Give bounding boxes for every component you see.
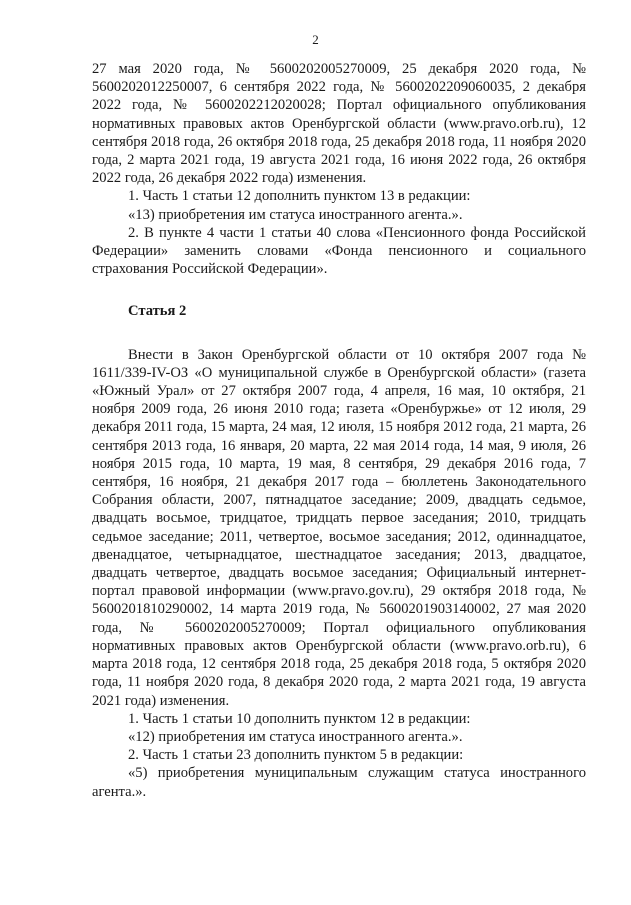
- document-body: [92, 60, 586, 801]
- page-number: 2: [312, 32, 319, 47]
- paragraph-item-1-text: «13) приобретения им статуса иностранного агента.».: [128, 206, 463, 223]
- paragraph-item-1: 1. Часть 1 статьи 12 дополнить пунктом 13 в редакции:: [128, 188, 471, 205]
- paragraph-article-2-item-2-text: «5) приобретения муниципальным служащим статуса иностранного агента.».: [92, 765, 586, 800]
- paragraph-article-2-item-1: 1. Часть 1 статьи 10 дополнить пунктом 12 в редакции:: [128, 710, 471, 727]
- paragraph-amendment-sources-continued: 27 мая 2020 года, № 5600202005270009, 25 декабря 2020 года, № 5600202012250007, 6 сентября 2022 года, № 5600202209060035, 2 декабря 2022 года, № 5600202212020028; Портал официального опубликования нормативных правовых актов Оренбургской области (www.pravo.orb.ru), 12 сентября 2018 года, 26 октября 2018 года, 25 декабря 2018 года, 11 ноября 2020 года, 2 марта 2021 года, 19 августа 2021 года, 16 июня 2022 года, 26 октября 2022 года, 26 декабря 2022 года) изменения.: [92, 61, 586, 187]
- article-heading: Статья 2: [128, 303, 187, 320]
- paragraph-article-2-intro: Внести в Закон Оренбургской области от 10 октября 2007 года № 1611/339-IV-ОЗ «О муниципальной службе в Оренбургской области» (газета «Южный Урал» от 27 октября 2007 года, 4 апреля, 16 мая, 10 октября, 21 ноября 2009 года, 26 июня 2010 года; газета «Оренбуржье» от 12 июля, 29 декабря 2011 года, 15 марта, 24 мая, 12 июля, 15 ноября 2012 года, 21 марта, 26 сентября 2013 года, 16 января, 20 марта, 22 мая 2014 года, 14 мая, 9 июля, 26 ноября 2015 года, 10 марта, 19 мая, 8 сентября, 29 декабря 2016 года, 7 сентября, 16 ноября, 21 декабря 2017 года – бюллетень Законодательного Собрания области, 2007, пятнадцатое заседание; 2009, двадцать седьмое, двадцать восьмое, тридцатое, тридцать первое заседания; 2010, тридцать седьмое заседание; 2011, четвертое, восьмое заседания; 2012, одиннадцатое, двенадцатое, четырнадцатое, шестнадцатое заседания; 2013, двадцатое, двадцать четвертое, двадцать восьмое заседания; Официальный интернет-портал правовой информации (www.pravo.gov.ru), 29 октября 2018 года, № 5600201810290002, 14 марта 2019 года, № 5600201903140002, 27 мая 2020 года, № 5600202005270009; Портал официального опубликования нормативных правовых актов Оренбургской области (www.pravo.orb.ru), 6 марта 2018 года, 12 сентября 2018 года, 25 декабря 2018 года, 5 октября 2020 года, 11 ноября 2020 года, 8 декабря 2020 года, 2 марта 2021 года, 19 августа 2021 года) изменения.: [92, 346, 586, 709]
- paragraph-article-2-item-2: 2. Часть 1 статьи 23 дополнить пунктом 5 в редакции:: [128, 747, 464, 764]
- paragraph-item-2: 2. В пункте 4 части 1 статьи 40 слова «Пенсионного фонда Российской Федерации» заменить словами «Фонда пенсионного и социального страхования Российской Федерации».: [92, 224, 586, 278]
- paragraph-article-2-item-1-text: «12) приобретения им статуса иностранного агента.».: [128, 728, 463, 745]
